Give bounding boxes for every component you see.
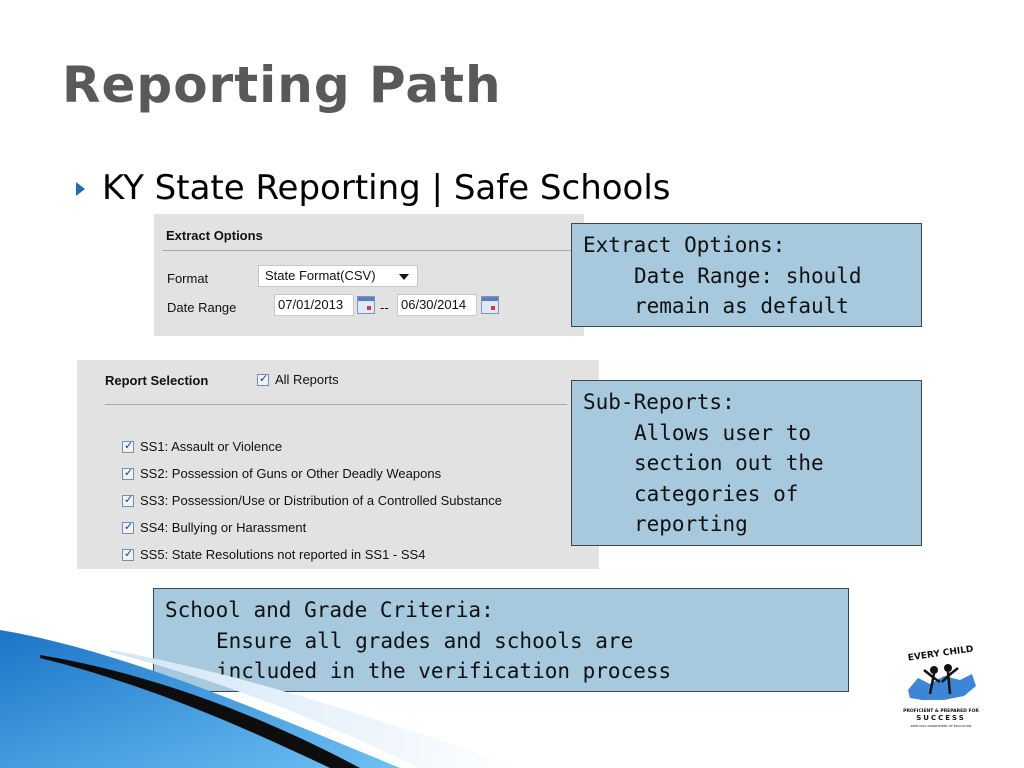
sub-report-label: SS1: Assault or Violence bbox=[140, 439, 283, 454]
divider bbox=[105, 404, 567, 405]
all-reports-label: All Reports bbox=[275, 372, 339, 387]
format-select-value: State Format(CSV) bbox=[265, 268, 376, 283]
logo-bottom-text: SUCCESS bbox=[916, 714, 966, 722]
callout-heading: Extract Options: bbox=[583, 233, 786, 257]
slide-title: Reporting Path bbox=[62, 56, 502, 114]
callout-line: Ensure all grades and schools are bbox=[216, 628, 634, 653]
extract-options-heading: Extract Options bbox=[166, 228, 263, 243]
start-date-input[interactable]: 07/01/2013 bbox=[274, 294, 354, 316]
callout-line: Date Range: should bbox=[634, 263, 862, 288]
sub-report-checkbox[interactable] bbox=[122, 468, 134, 480]
extract-options-panel bbox=[154, 214, 584, 336]
callout-line: reporting bbox=[634, 512, 748, 536]
extract-options-callout bbox=[571, 223, 922, 327]
sub-report-label: SS5: State Resolutions not reported in SS1 - SS4 bbox=[140, 547, 426, 562]
report-selection-heading: Report Selection bbox=[105, 373, 209, 388]
sub-report-checkbox[interactable] bbox=[122, 522, 134, 534]
sub-report-label: SS2: Possession of Guns or Other Deadly Weapons bbox=[140, 466, 442, 481]
sub-report-list bbox=[122, 433, 502, 568]
callout-line: remain as default bbox=[634, 294, 849, 318]
chevron-down-icon bbox=[399, 274, 409, 280]
date-range-label: Date Range bbox=[167, 300, 237, 315]
sub-report-item[interactable] bbox=[122, 433, 502, 460]
format-label: Format bbox=[167, 271, 209, 286]
sub-report-checkbox[interactable] bbox=[122, 549, 134, 561]
sub-report-item[interactable] bbox=[122, 541, 502, 568]
report-selection-panel bbox=[77, 360, 599, 569]
bullet-item bbox=[76, 168, 671, 208]
end-date-input[interactable]: 06/30/2014 bbox=[397, 294, 477, 316]
all-reports-checkbox[interactable] bbox=[257, 374, 269, 386]
callout-line: included in the verification process bbox=[216, 659, 672, 683]
every-child-logo bbox=[900, 640, 982, 730]
divider bbox=[162, 250, 584, 251]
sub-report-item[interactable] bbox=[122, 514, 502, 541]
sub-report-item[interactable] bbox=[122, 460, 502, 487]
callout-heading: School and Grade Criteria: bbox=[165, 598, 494, 622]
logo-org-text: KENTUCKY DEPARTMENT OF EDUCATION bbox=[910, 724, 972, 728]
sub-report-item[interactable] bbox=[122, 487, 502, 514]
callout-heading: Sub-Reports: bbox=[583, 390, 735, 414]
logo-top-text: EVERY CHILD bbox=[907, 644, 975, 664]
calendar-icon[interactable] bbox=[357, 296, 375, 314]
sub-report-label: SS4: Bullying or Harassment bbox=[140, 520, 307, 535]
sub-report-checkbox[interactable] bbox=[122, 495, 134, 507]
sub-report-checkbox[interactable] bbox=[122, 441, 134, 453]
decorative-swoosh bbox=[0, 600, 520, 768]
callout-line: section out the bbox=[634, 451, 824, 475]
format-select[interactable] bbox=[258, 265, 418, 287]
bullet-text: KY State Reporting | Safe Schools bbox=[102, 168, 671, 208]
date-separator: -- bbox=[380, 300, 389, 315]
callout-line: Allows user to bbox=[634, 420, 812, 445]
sub-reports-callout bbox=[571, 380, 922, 546]
calendar-icon[interactable] bbox=[481, 296, 499, 314]
bullet-arrow-icon bbox=[76, 182, 85, 196]
callout-line: categories of bbox=[634, 481, 799, 506]
logo-middle-text: PROFICIENT & PREPARED FOR bbox=[903, 709, 979, 714]
all-reports-option[interactable] bbox=[257, 372, 339, 387]
sub-report-label: SS3: Possession/Use or Distribution of a Controlled Substance bbox=[140, 493, 503, 508]
